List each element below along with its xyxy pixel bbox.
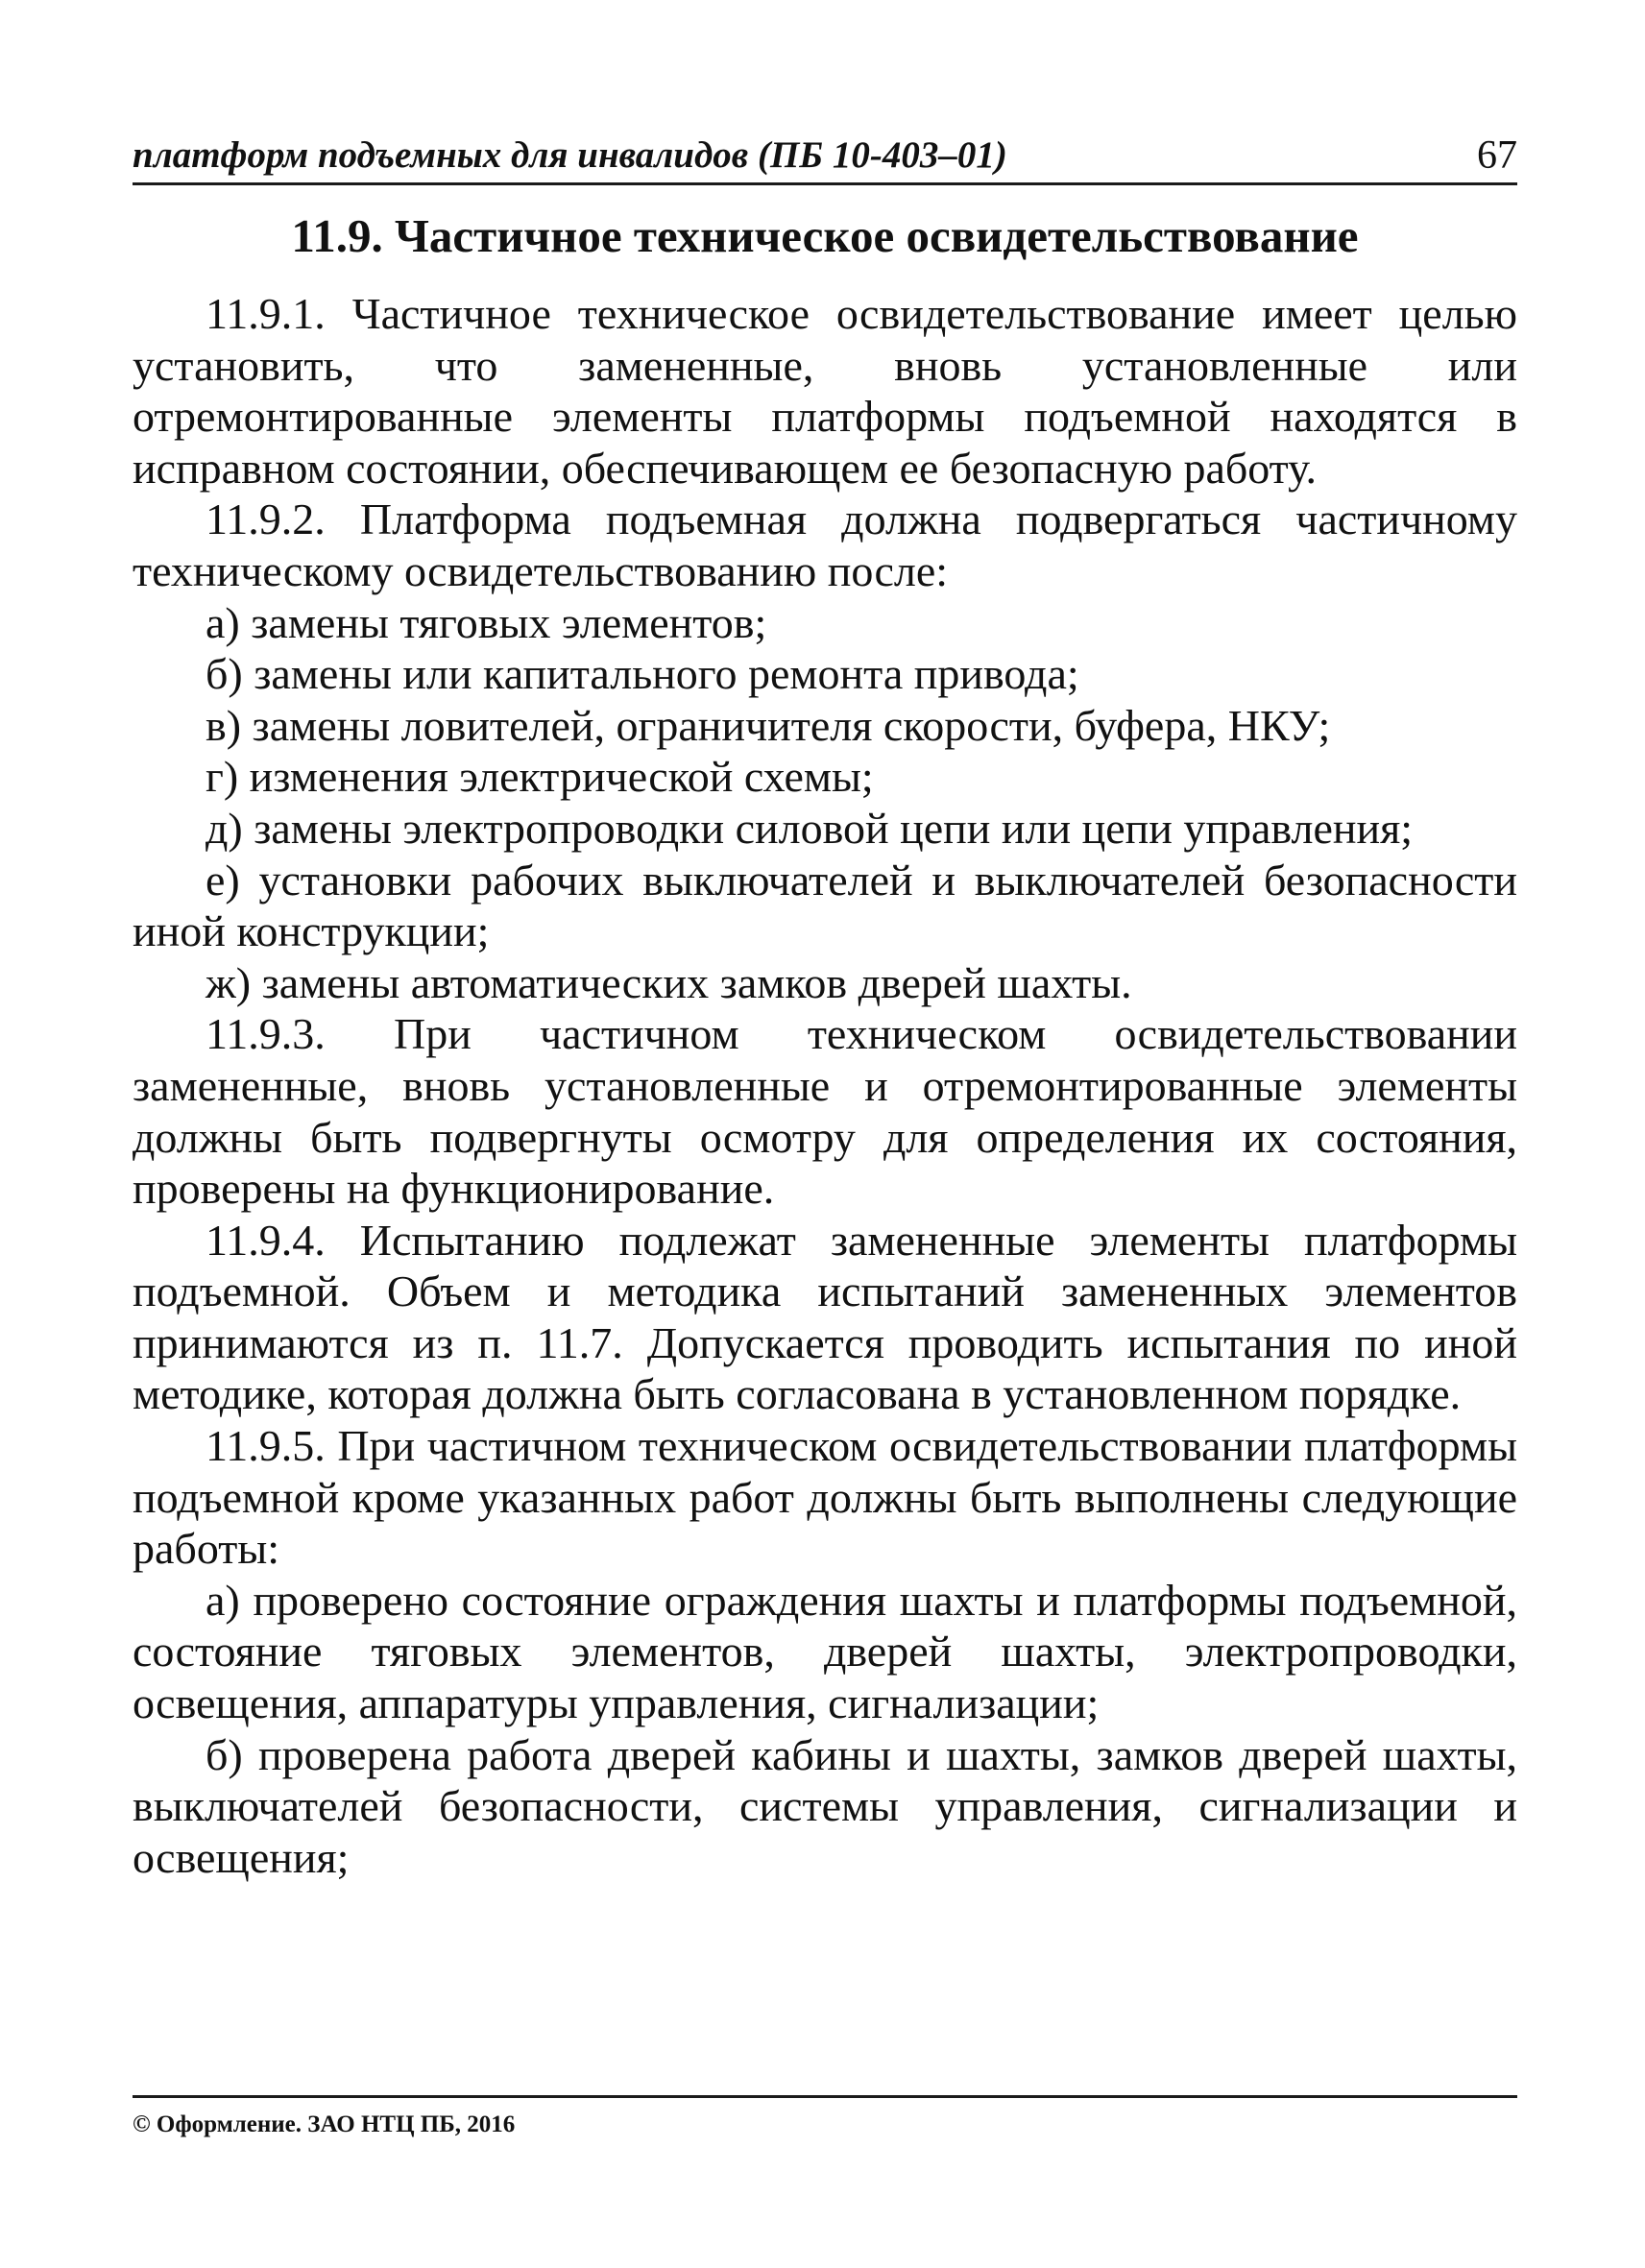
list-item-d: д) замены электропроводки силовой цепи или цепи управления; [206,803,1414,853]
list-item-e: е) установки рабочих выключателей и выключателей безопасности иной конструкции; [133,855,1517,956]
footer [133,2095,1517,2140]
page-number: 67 [1477,133,1517,178]
paragraph-11-9-1: 11.9.1. Частичное техническое освидетельствование имеет целью установить, что замененные, вновь установленные или отремонтированные элементы платформы подъемной находятся в исправном состоянии, обеспечивающем ее безопасную работу. [133,289,1517,493]
paragraph-11-9-3: 11.9.3. При частичном техническом освидетельствовании замененные, вновь установленные и отремонтированные элементы должны быть подвергнуты осмотру для определения их состояния, проверены на функционирование. [133,1009,1517,1214]
list-item-v: в) замены ловителей, ограничителя скорости, буфера, НКУ; [206,700,1331,750]
paragraph-11-9-5: 11.9.5. При частичном техническом освидетельствовании платформы подъемной кроме указанных работ должны быть выполнены следующие работы: [133,1421,1517,1574]
running-header-title: платформ подъемных для инвалидов (ПБ 10-403–01) [133,134,1007,176]
list-item-b-2: б) проверена работа дверей кабины и шахты, замков дверей шахты, выключателей безопасности, системы управления, сигнализации и освещения; [133,1729,1517,1882]
section-heading: 11.9. Частичное техническое освидетельствование [291,209,1359,262]
paragraph-11-9-2: 11.9.2. Платформа подъемная должна подвергаться частичному техническому освидетельствованию после: [133,495,1517,595]
list-item-a: а) замены тяговых элементов; [206,597,767,647]
list-item-g: г) изменения электрической схемы; [206,752,874,802]
list-item-b: б) замены или капитального ремонта привода; [206,649,1079,699]
body-text [133,288,1517,1883]
running-header [133,133,1517,185]
copyright-notice: © Оформление. ЗАО НТЦ ПБ, 2016 [133,2111,516,2137]
list-item-zh: ж) замены автоматических замков дверей шахты. [206,957,1132,1007]
list-item-a-2: а) проверено состояние ограждения шахты и платформы подъемной, состояние тяговых элементов, дверей шахты, электропроводки, освещения, аппаратуры управления, сигнализации; [133,1575,1517,1728]
paragraph-11-9-4: 11.9.4. Испытанию подлежат замененные элементы платформы подъемной. Объем и методика испытаний замененных элементов принимаются из п. 11.7. Допускается проводить испытания по иной методике, которая должна быть согласована в установленном порядке. [133,1215,1517,1419]
